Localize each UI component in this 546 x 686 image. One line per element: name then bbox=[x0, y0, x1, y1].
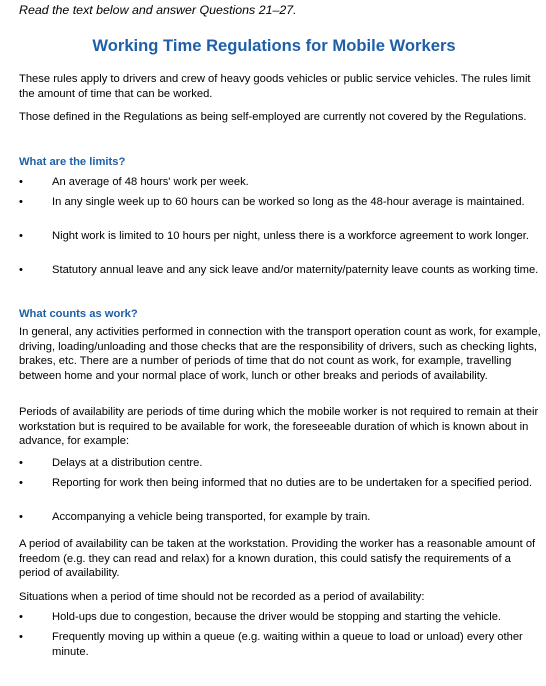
situation-item bbox=[19, 630, 541, 659]
document-title: Working Time Regulations for Mobile Workers bbox=[92, 36, 456, 55]
limits-item-text: In any single week up to 60 hours can be worked so long as the 48-hour average is maintained. bbox=[52, 196, 525, 208]
availability-item bbox=[19, 456, 541, 471]
work-paragraph-2: Periods of availability are periods of time during which the mobile worker is not required to remain at their workstation but is required to be available for work, the foreseeable duration of which is known about in advance, for example: bbox=[19, 406, 539, 448]
availability-item bbox=[19, 510, 541, 525]
instruction-text: Read the text below and answer Questions 21–27. bbox=[19, 3, 297, 17]
work-paragraph-1: In general, any activities performed in connection with the transport operation count as work, for example, driving, loading/unloading and those checks that are the responsibility of drivers, such as checking lights, brakes, etc. There are a number of periods of time that do not count as work, for example, travelling between home and your normal place of work, lunch or other breaks and periods of availability. bbox=[19, 326, 541, 382]
limits-item-text: An average of 48 hours' work per week. bbox=[52, 176, 249, 188]
limits-item bbox=[19, 263, 541, 278]
intro-paragraph-2: Those defined in the Regulations as being self-employed are currently not covered by the Regulations. bbox=[19, 111, 527, 123]
bullet-icon: • bbox=[19, 511, 23, 523]
bullet-icon: • bbox=[19, 457, 23, 469]
situation-item bbox=[19, 610, 541, 625]
workstation-paragraph: A period of availability can be taken at the workstation. Providing the worker has a reasonable amount of freedom (e.g. they can read and relax) for a known duration, this could satisfy the requirements of a period of availability. bbox=[19, 538, 536, 580]
bullet-icon: • bbox=[19, 477, 23, 489]
limits-item bbox=[19, 229, 541, 244]
situations-intro: Situations when a period of time should not be recorded as a period of availability: bbox=[19, 591, 425, 603]
limits-item-text: Night work is limited to 10 hours per night, unless there is a workforce agreement to work longer. bbox=[52, 230, 529, 242]
work-heading: What counts as work? bbox=[19, 308, 138, 320]
intro-paragraph-1: These rules apply to drivers and crew of heavy goods vehicles or public service vehicles. The rules limit the amount of time that can be worked. bbox=[19, 73, 531, 100]
limits-item-text: Statutory annual leave and any sick leave and/or maternity/paternity leave counts as working time. bbox=[52, 264, 539, 276]
bullet-icon: • bbox=[19, 264, 23, 276]
limits-item bbox=[19, 195, 541, 210]
bullet-icon: • bbox=[19, 196, 23, 208]
bullet-icon: • bbox=[19, 611, 23, 623]
situation-item-text: Hold-ups due to congestion, because the driver would be stopping and starting the vehicle. bbox=[52, 611, 502, 623]
availability-item-text: Reporting for work then being informed that no duties are to be undertaken for a specified period. bbox=[52, 477, 533, 489]
availability-item-text: Delays at a distribution centre. bbox=[52, 457, 203, 469]
bullet-icon: • bbox=[19, 631, 23, 643]
situation-item-text: Frequently moving up within a queue (e.g. waiting within a queue to load or unload) every other minute. bbox=[52, 631, 523, 658]
limits-heading: What are the limits? bbox=[19, 156, 126, 168]
availability-item-text: Accompanying a vehicle being transported, for example by train. bbox=[52, 511, 371, 523]
bullet-icon: • bbox=[19, 176, 23, 188]
availability-item bbox=[19, 476, 541, 491]
limits-item bbox=[19, 175, 541, 190]
bullet-icon: • bbox=[19, 230, 23, 242]
